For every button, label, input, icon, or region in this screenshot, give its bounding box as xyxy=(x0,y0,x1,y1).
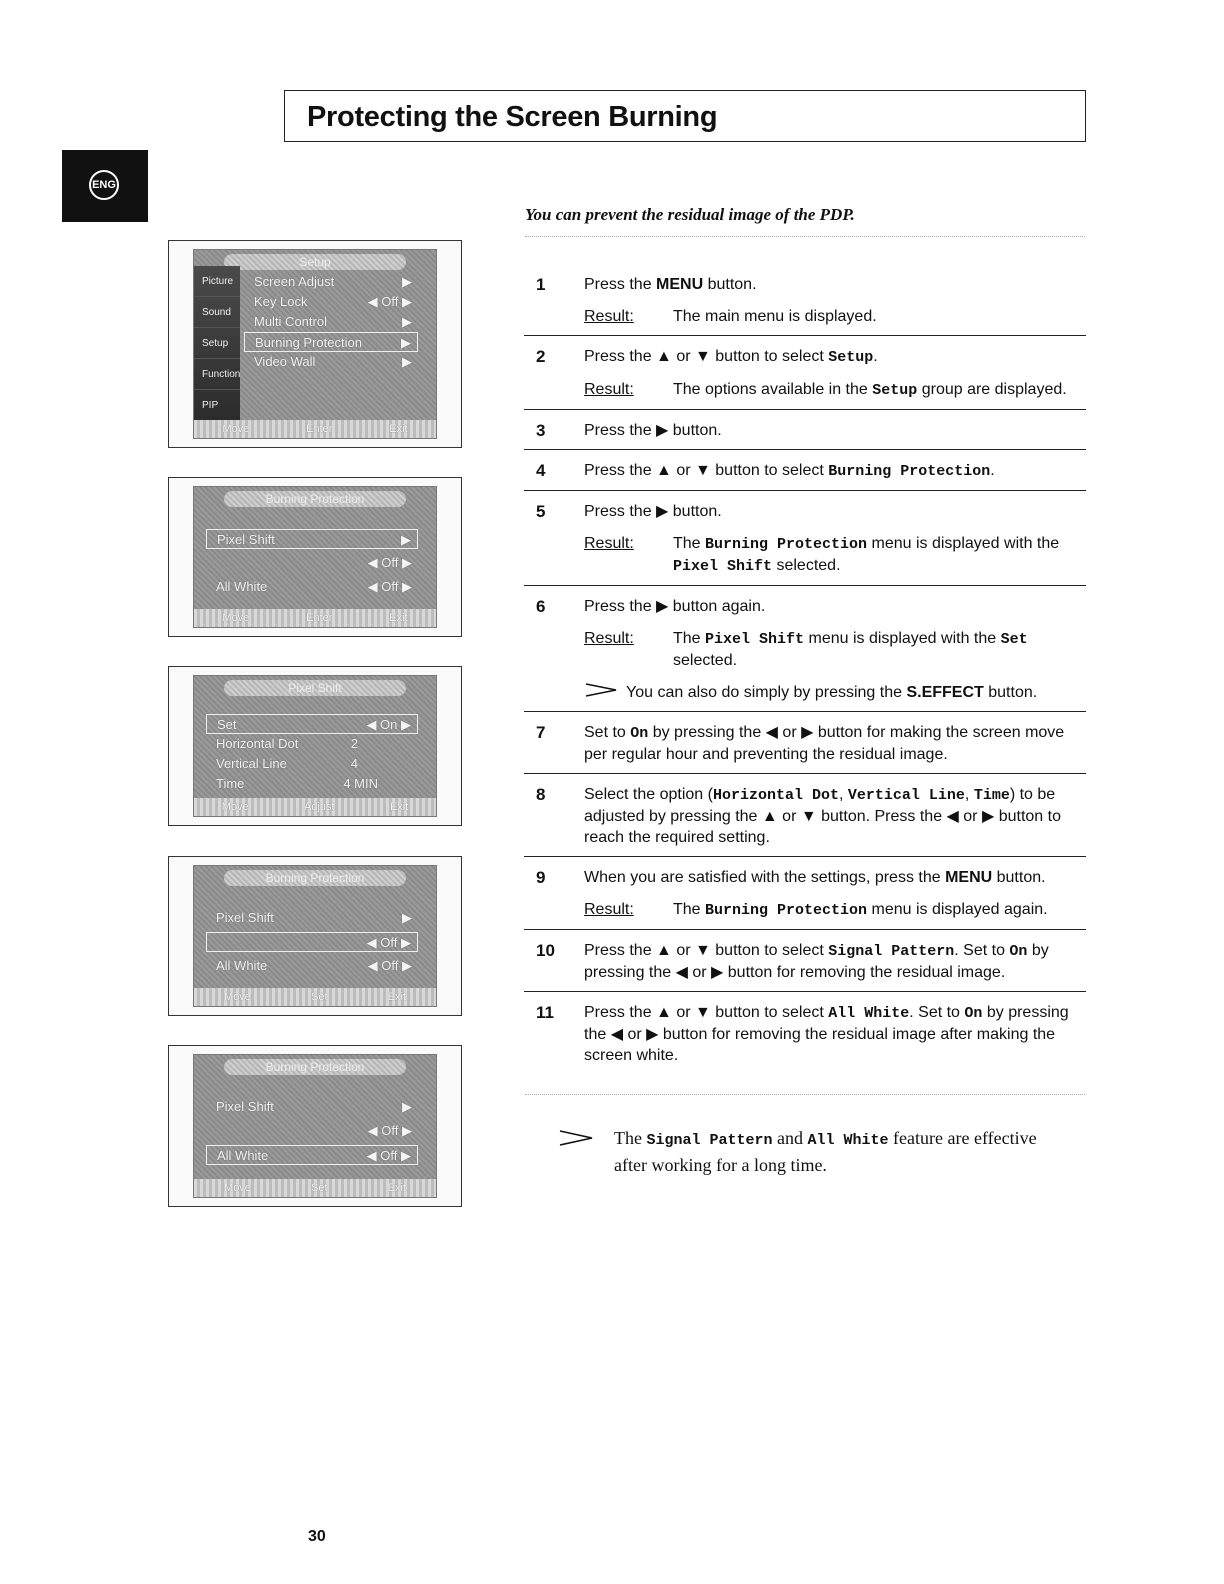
step-number: 10 xyxy=(536,941,555,960)
step-number: 11 xyxy=(536,1003,554,1022)
osd-item: ◀ Off ▶ xyxy=(367,1123,412,1138)
language-badge: ENG xyxy=(89,170,119,200)
result-label: Result: xyxy=(584,308,634,325)
result-label: Result: xyxy=(584,630,634,647)
step-number: 6 xyxy=(536,597,546,616)
bottom-divider xyxy=(525,1094,1085,1095)
osd-item-selected: All White ◀ Off ▶ xyxy=(206,1145,418,1165)
osd-item: Screen Adjust ▶ xyxy=(254,274,412,289)
osd-title: Burning Protection xyxy=(224,491,406,507)
osd-sidebar xyxy=(194,266,240,420)
osd-item: Video Wall ▶ xyxy=(254,354,412,369)
step-number: 7 xyxy=(536,723,546,742)
osd-side-pip: PIP xyxy=(194,392,240,421)
osd-side-sound: Sound xyxy=(194,299,240,328)
step-number: 9 xyxy=(536,868,546,887)
osd-footer: Move Set Exit xyxy=(194,1179,436,1197)
step-number: 8 xyxy=(536,785,546,804)
step-2: 2 Press the ▲ or ▼ button to select Setup. Result: The options available in the Setup group are displayed. xyxy=(524,336,1086,410)
intro-text: You can prevent the residual image of the PDP. xyxy=(525,205,855,224)
osd-title: Burning Protection xyxy=(224,870,406,886)
step-number: 1 xyxy=(536,275,546,294)
result-label: Result: xyxy=(584,381,634,398)
step-3: 3 Press the ▶ button. xyxy=(524,410,1086,450)
osd-item-selected: Set ◀ On ▶ xyxy=(206,714,418,734)
note-arrow-icon xyxy=(558,1126,614,1177)
final-note: The Signal Pattern and All White feature are effective after working for a long time. xyxy=(558,1126,1038,1177)
osd-side-function: Function xyxy=(194,361,240,390)
step-8: 8 Select the option (Horizontal Dot, Vertical Line, Time) to be adjusted by pressing the ▲ or ▼ button. Press the ◀ or ▶ button to reach the required setting. xyxy=(524,774,1086,857)
osd-item: Horizontal Dot 2 xyxy=(216,736,358,751)
step-number: 3 xyxy=(536,421,546,440)
page-title: Protecting the Screen Burning xyxy=(307,101,718,133)
osd-item: Key Lock ◀ Off ▶ xyxy=(254,294,412,309)
top-divider xyxy=(525,236,1085,237)
osd-title: Setup xyxy=(224,254,406,270)
osd-item-selected: Pixel Shift ▶ xyxy=(206,529,418,549)
step-6: 6 Press the ▶ button again. Result: The Pixel Shift menu is displayed with the Set selected. You can also do simply by pressing the S.EFFECT button. xyxy=(524,586,1086,712)
osd-item: Pixel Shift ▶ xyxy=(216,1099,412,1114)
step-number: 2 xyxy=(536,347,546,366)
result-label: Result: xyxy=(584,901,634,918)
osd-item-selected: Burning Protection ▶ xyxy=(244,332,418,352)
osd-item: ◀ Off ▶ xyxy=(367,555,412,570)
osd-side-setup: Setup xyxy=(194,330,240,359)
osd-title: Pixel Shift xyxy=(224,680,406,696)
osd-footer: Move Enter Exit xyxy=(194,609,436,627)
osd-item-selected: ◀ Off ▶ xyxy=(206,932,418,952)
osd-item: All White ◀ Off ▶ xyxy=(216,579,412,594)
osd-item: Time 4 MIN xyxy=(216,776,378,791)
step-10: 10 Press the ▲ or ▼ button to select Signal Pattern. Set to On by pressing the ◀ or ▶ button for removing the residual image. xyxy=(524,930,1086,992)
note-arrow-icon xyxy=(584,682,626,703)
osd-setup-menu xyxy=(168,240,462,448)
osd-item: All White ◀ Off ▶ xyxy=(216,958,412,973)
step-1: 1 Press the MENU button. Result: The main menu is displayed. xyxy=(524,264,1086,336)
step-11: 11 Press the ▲ or ▼ button to select All White. Set to On by pressing the ◀ or ▶ button for removing the residual image after making the screen white. xyxy=(536,1003,1069,1064)
osd-burning-protection-3 xyxy=(168,1045,462,1207)
step-7: 7 Set to On by pressing the ◀ or ▶ button for making the screen move per regular hour and preventing the residual image. xyxy=(524,712,1086,774)
page-number: 30 xyxy=(308,1528,326,1545)
osd-footer: Move Enter Exit xyxy=(194,420,436,438)
step-9: 9 When you are satisfied with the settings, press the MENU button. Result: The Burning Protection menu is displayed again. xyxy=(524,857,1086,930)
osd-item: Vertical Line 4 xyxy=(216,756,358,771)
osd-burning-protection-1 xyxy=(168,477,462,637)
osd-pixel-shift xyxy=(168,666,462,826)
osd-footer: Move Set Exit xyxy=(194,988,436,1006)
step-5: 5 Press the ▶ button. Result: The Burning Protection menu is displayed with the Pixel Shift selected. xyxy=(524,491,1086,586)
osd-item: Pixel Shift ▶ xyxy=(216,910,412,925)
language-tab xyxy=(62,150,148,222)
osd-burning-protection-2 xyxy=(168,856,462,1016)
title-box xyxy=(284,90,1086,142)
osd-title: Burning Protection xyxy=(224,1059,406,1075)
step-number: 4 xyxy=(536,461,546,480)
step-4: 4 Press the ▲ or ▼ button to select Burning Protection. xyxy=(524,450,1086,491)
steps-list xyxy=(524,264,1086,1074)
osd-item: Multi Control ▶ xyxy=(254,314,412,329)
osd-side-picture: Picture xyxy=(194,268,240,297)
step-number: 5 xyxy=(536,502,546,521)
result-label: Result: xyxy=(584,535,634,552)
osd-footer: Move Adjust Exit xyxy=(194,798,436,816)
